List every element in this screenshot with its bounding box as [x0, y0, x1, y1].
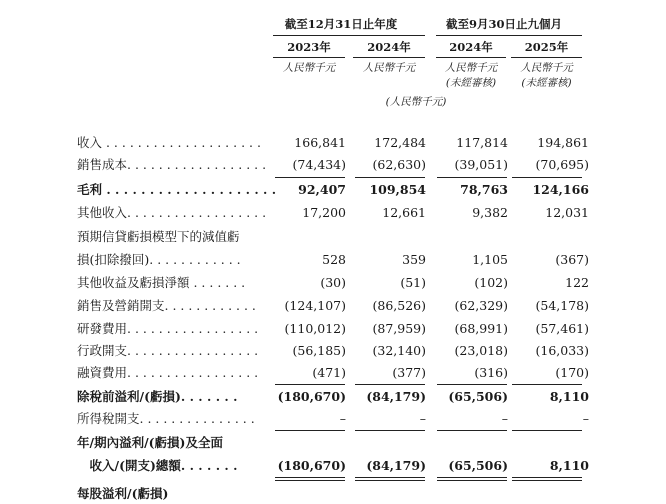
row-label: 所得稅開支. . . . . . . . . . . . . . . — [77, 411, 255, 426]
cell-9m-2025: 12,031 — [545, 205, 589, 220]
cell-2023: (180,670) — [277, 458, 346, 473]
cell-9m-2025: – — [582, 411, 589, 426]
total-double-rule-2b — [355, 480, 425, 481]
year-header-2: 2024年 — [367, 40, 411, 54]
row-label: 其他收入. . . . . . . . . . . . . . . . . . — [77, 205, 267, 220]
row-label: 收入/(開支)總額. . . . . . . — [77, 458, 238, 473]
subtotal-rule-3 — [437, 430, 507, 431]
total-double-rule-3b — [437, 480, 507, 481]
table-row-impairment-heading — [0, 227, 666, 247]
cell-2023: (471) — [312, 365, 346, 380]
table-row-income-tax — [0, 409, 666, 429]
cell-2024: (84,179) — [366, 389, 426, 404]
unaudited-label-1: (未經審核) — [445, 77, 497, 89]
period-rule-left — [273, 35, 425, 36]
cell-2024: (32,140) — [372, 343, 426, 358]
total-double-rule-2a — [355, 477, 425, 478]
row-label: 除稅前溢利/(虧損). . . . . . . — [77, 389, 238, 404]
cell-2024: (86,526) — [372, 298, 426, 313]
total-double-rule-1a — [275, 477, 345, 478]
subtotal-rule-1 — [275, 430, 345, 431]
cell-9m-2024: (102) — [474, 275, 508, 290]
cell-2024: – — [419, 411, 426, 426]
row-label: 其他收益及虧損淨額 . . . . . . . — [77, 275, 246, 290]
cell-2023: 166,841 — [294, 135, 346, 150]
cell-9m-2025: (57,461) — [535, 321, 589, 336]
cell-9m-2025: (70,695) — [535, 157, 589, 172]
row-label: 收入 . . . . . . . . . . . . . . . . . . . . — [77, 135, 261, 150]
total-double-rule-3a — [437, 477, 507, 478]
subtotal-rule-4 — [512, 177, 582, 178]
subtotal-rule-3 — [437, 384, 507, 385]
subtotal-rule-2 — [355, 177, 425, 178]
subtotal-rule-4 — [512, 430, 582, 431]
cell-9m-2025: (16,033) — [535, 343, 589, 358]
cell-9m-2024: 117,814 — [456, 135, 508, 150]
cell-2024: 359 — [402, 252, 426, 267]
cell-9m-2025: 194,861 — [537, 135, 589, 150]
row-label: 銷售及營銷開支. . . . . . . . . . . . — [77, 298, 256, 313]
row-label: 銷售成本. . . . . . . . . . . . . . . . . . — [77, 157, 267, 172]
cell-2023: 92,407 — [298, 182, 346, 197]
cell-9m-2025: (170) — [555, 365, 589, 380]
subtotal-rule-1 — [275, 384, 345, 385]
cell-9m-2024: 9,382 — [472, 205, 508, 220]
table-row-total-comprehensive-heading — [0, 433, 666, 453]
cell-9m-2024: (62,329) — [454, 298, 508, 313]
table-row-eps-heading — [0, 484, 666, 504]
cell-9m-2025: 124,166 — [532, 182, 589, 197]
cell-2023: – — [339, 411, 346, 426]
cell-2024: 172,484 — [374, 135, 426, 150]
cell-2023: (124,107) — [284, 298, 346, 313]
cell-9m-2025: 8,110 — [549, 458, 589, 473]
cell-2024: (377) — [392, 365, 426, 380]
total-double-rule-4b — [512, 480, 582, 481]
unit-note: (人民幣千元) — [385, 96, 447, 108]
unit-label-1: 人民幣千元 — [282, 62, 336, 74]
subtotal-rule-4 — [512, 384, 582, 385]
total-double-rule-4a — [512, 477, 582, 478]
cell-2024: 12,661 — [382, 205, 426, 220]
table-row-other-income — [0, 203, 666, 223]
subtotal-rule-3 — [437, 177, 507, 178]
cell-9m-2024: 78,763 — [460, 182, 508, 197]
table-row-impairment — [0, 250, 666, 270]
table-row-total-comprehensive — [0, 456, 666, 476]
row-label: 研發費用. . . . . . . . . . . . . . . . . — [77, 321, 259, 336]
cell-9m-2024: (65,506) — [448, 458, 508, 473]
table-row-gross-profit — [0, 180, 666, 200]
cell-9m-2025: 122 — [565, 275, 589, 290]
cell-2023: 17,200 — [302, 205, 346, 220]
cell-2024: (87,959) — [372, 321, 426, 336]
year-header-1: 2023年 — [287, 40, 331, 54]
table-row-revenue — [0, 133, 666, 153]
cell-2023: (180,670) — [277, 389, 346, 404]
cell-2024: 109,854 — [369, 182, 426, 197]
cell-2024: (62,630) — [372, 157, 426, 172]
table-row-profit-before-tax — [0, 387, 666, 407]
row-label: 每股溢利/(虧損) — [77, 486, 169, 501]
year-rule-2 — [353, 57, 425, 58]
cell-2023: (56,185) — [292, 343, 346, 358]
subtotal-rule-2 — [355, 430, 425, 431]
subtotal-rule-2 — [355, 384, 425, 385]
cell-9m-2025: (54,178) — [535, 298, 589, 313]
row-label: 損(扣除撥回). . . . . . . . . . . . — [77, 252, 241, 267]
year-rule-1 — [273, 57, 345, 58]
row-label: 融資費用. . . . . . . . . . . . . . . . . — [77, 365, 259, 380]
cell-2023: (30) — [320, 275, 346, 290]
table-row-admin-expenses — [0, 341, 666, 361]
row-label: 行政開支. . . . . . . . . . . . . . . . . — [77, 343, 259, 358]
table-row-finance-costs — [0, 363, 666, 383]
cell-9m-2024: (68,991) — [454, 321, 508, 336]
cell-2023: (110,012) — [284, 321, 346, 336]
period-heading-nine-months: 截至9月30日止九個月 — [445, 17, 562, 31]
cell-2024: (51) — [400, 275, 426, 290]
row-label: 毛利 . . . . . . . . . . . . . . . . . . . . — [77, 182, 277, 197]
unaudited-label-2: (未經審核) — [521, 77, 572, 89]
year-rule-3 — [436, 57, 506, 58]
row-label: 年/期內溢利/(虧損)及全面 — [77, 435, 223, 450]
table-row-rd-expenses — [0, 319, 666, 339]
unit-label-3: 人民幣千元 — [444, 62, 498, 74]
cell-2024: (84,179) — [366, 458, 426, 473]
table-row-other-gains — [0, 273, 666, 293]
row-label: 預期信貸虧損模型下的減值虧 — [77, 229, 240, 244]
table-row-selling-expenses — [0, 296, 666, 316]
period-heading-full-year: 截至12月31日止年度 — [284, 17, 398, 31]
unit-label-4: 人民幣千元 — [520, 62, 573, 74]
cell-9m-2024: 1,105 — [472, 252, 508, 267]
total-double-rule-1b — [275, 480, 345, 481]
year-rule-4 — [511, 57, 582, 58]
table-row-cost-of-sales — [0, 155, 666, 175]
cell-9m-2025: 8,110 — [549, 389, 589, 404]
year-header-3: 2024年 — [449, 40, 493, 54]
cell-9m-2025: (367) — [555, 252, 589, 267]
unit-label-2: 人民幣千元 — [362, 62, 416, 74]
cell-2023: (74,434) — [292, 157, 346, 172]
period-rule-right — [436, 35, 582, 36]
cell-9m-2024: – — [501, 411, 508, 426]
cell-9m-2024: (23,018) — [454, 343, 508, 358]
cell-9m-2024: (39,051) — [454, 157, 508, 172]
cell-9m-2024: (316) — [474, 365, 508, 380]
year-header-4: 2025年 — [524, 40, 569, 54]
cell-9m-2024: (65,506) — [448, 389, 508, 404]
cell-2023: 528 — [322, 252, 346, 267]
subtotal-rule-1 — [275, 177, 345, 178]
